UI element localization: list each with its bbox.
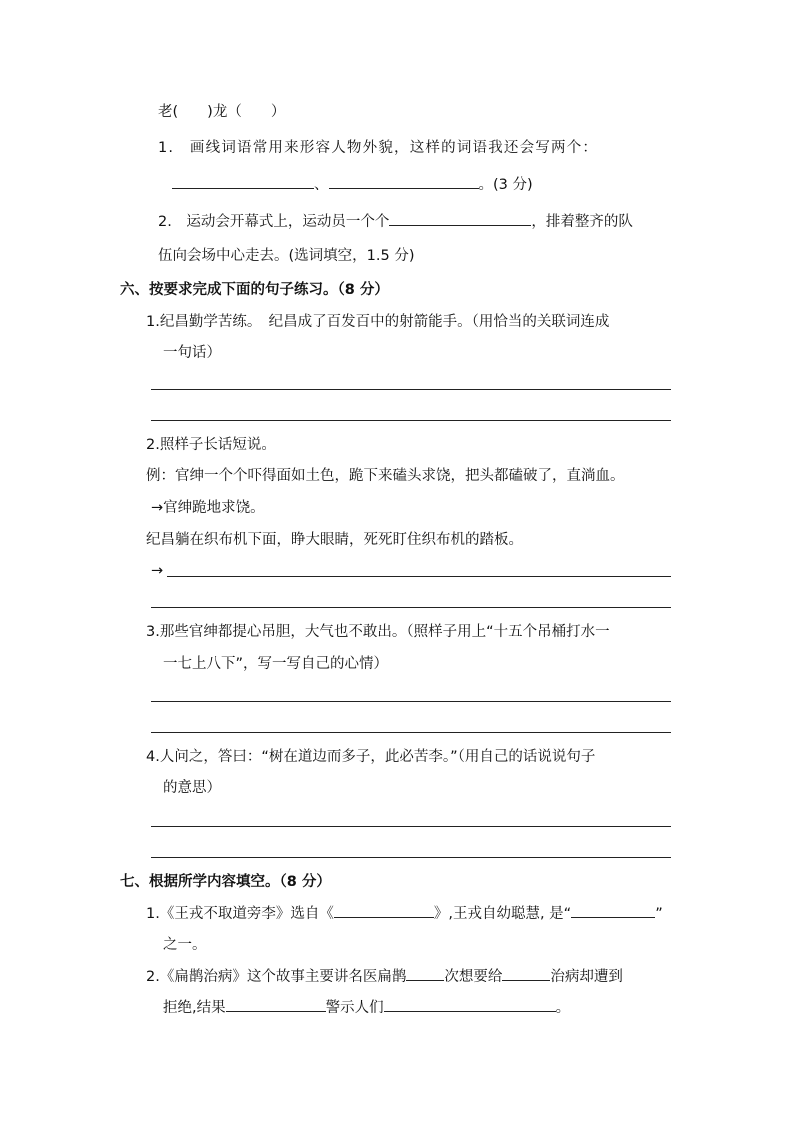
- s5-question-1: 1. 画线词语常用来形容人物外貌，这样的词语我还会写两个：: [158, 140, 599, 156]
- arrow-icon: →: [151, 563, 164, 579]
- s6-question-2: 2.照样子长话短说。: [146, 437, 276, 453]
- s6-question-2-sentence: 纪昌躺在织布机下面，睁大眼睛，死死盯住织布机的踏板。: [146, 532, 523, 548]
- answer-blank[interactable]: [502, 966, 550, 981]
- question-text: 。: [555, 1000, 571, 1016]
- s6-question-1: 1.纪昌勤学苦练。 纪昌成了百发百中的射箭能手。（用恰当的关联词连成: [146, 314, 610, 330]
- s6-question-4: 4.人问之，答曰：“树在道边而多子，此必苦李。”（用自己的话说说句子: [146, 749, 596, 765]
- s5-question-1-answers: [172, 174, 533, 195]
- question-text: 1.《王戎不取道旁李》选自《: [146, 906, 334, 922]
- answer-blank[interactable]: [571, 903, 655, 918]
- question-text: 治病却遭到: [550, 969, 623, 985]
- s7-question-2-cont: [163, 997, 570, 1018]
- answer-line[interactable]: [151, 701, 671, 702]
- section-6-heading: 六、按要求完成下面的句子练习。（8 分）: [120, 282, 389, 298]
- question-text: 结果: [196, 1000, 226, 1016]
- answer-line[interactable]: [151, 826, 671, 827]
- question-text: 》,王戎自幼聪慧, 是“: [433, 906, 572, 922]
- question-text: 拒绝,: [163, 1000, 197, 1016]
- s6-question-1-cont: 一句话）: [163, 345, 221, 361]
- answer-blank[interactable]: [334, 903, 434, 918]
- s6-question-3-cont: 一七上八下”，写一写自己的心情）: [163, 656, 389, 672]
- question-text: 2.《扁鹊治病》这个故事主要讲名医扁鹊: [146, 969, 407, 985]
- question-text: 2. 运动会开幕式上，运动员一个个: [158, 214, 390, 230]
- lao-long-blank-line: 老( )龙（ ）: [158, 104, 286, 120]
- section-7-heading: 七、根据所学内容填空。（8 分）: [120, 874, 331, 890]
- answer-line[interactable]: [151, 389, 671, 390]
- s7-question-1-cont: 之一。: [163, 937, 207, 953]
- answer-line[interactable]: [151, 420, 671, 421]
- answer-line[interactable]: [151, 607, 671, 608]
- s7-question-2: [146, 966, 623, 987]
- s6-question-4-cont: 的意思）: [163, 780, 221, 796]
- answer-blank[interactable]: [329, 174, 479, 189]
- answer-blank[interactable]: [384, 997, 556, 1012]
- answer-blank[interactable]: [172, 174, 314, 189]
- question-text: ，排着整齐的队: [531, 214, 633, 230]
- s6-question-3: 3.那些官绅都提心吊胆，大气也不敢出。（照样子用上“十五个吊桶打水一: [146, 624, 610, 640]
- answer-blank[interactable]: [226, 997, 326, 1012]
- s7-question-1: [146, 903, 663, 924]
- s6-question-2-example: 例：官绅一个个吓得面如土色，跪下来磕头求饶，把头都磕破了，直淌血。: [146, 468, 625, 484]
- answer-blank[interactable]: [389, 211, 531, 226]
- question-text: ”: [655, 906, 663, 922]
- score: 。(3 分): [478, 177, 533, 193]
- answer-line[interactable]: [151, 857, 671, 858]
- question-text: 次想要给: [444, 969, 503, 985]
- s5-question-2: [158, 211, 633, 232]
- answer-line[interactable]: [167, 576, 671, 577]
- answer-line[interactable]: [151, 732, 671, 733]
- s6-question-2-example-answer: →官绅跪地求饶。: [151, 500, 265, 516]
- s5-question-2-cont: 伍向会场中心走去。(选词填空，1.5 分): [158, 248, 415, 264]
- question-text: 警示人们: [325, 1000, 384, 1016]
- answer-blank[interactable]: [406, 966, 444, 981]
- separator: 、: [314, 177, 329, 193]
